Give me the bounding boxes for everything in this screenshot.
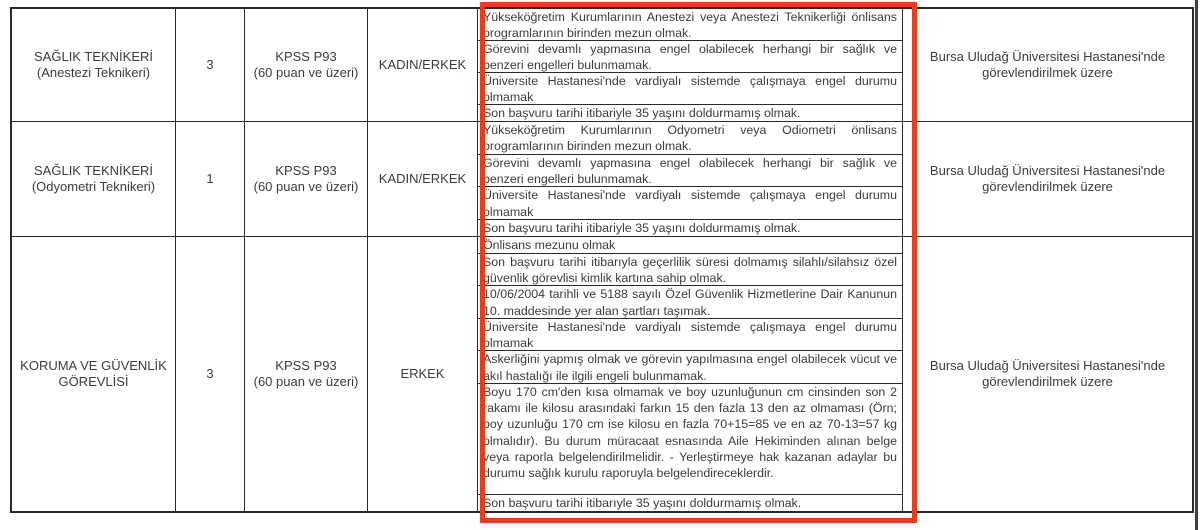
requirement-item: Görevini devamlı yapmasına engel olabilecek herhangi bir sağlık ve benzeri engelleri bulunmamak. [478,41,902,73]
page-edge-divider [1195,0,1198,530]
requirement-item: Görevini devamlı yapmasına engel olabilecek herhangi bir sağlık ve benzeri engelleri bulunmamak. [478,155,902,188]
gender-value: KADIN/ERKEK [378,171,467,186]
assignment-text: Bursa Uludağ Üniversitesi Hastanesi'nde görevlendirilmek üzere [929,358,1166,389]
quota-cell [176,237,245,511]
requirement-item: Üniversite Hastanesi'nde vardiyalı sistemde çalışmaya engel durumu olmamak [478,73,902,105]
position-cell [12,122,176,237]
exam-type: KPSS P93 [275,163,337,178]
requirement-item: Askerliğini yapmış olmak ve görevin yapılmasına engel olabilecek vücut ve akıl hastalığı ile ilgili engeli bulunmamak. [478,351,902,384]
requirement-item: Boyu 170 cm'den kısa olmamak ve boy uzunluğunun cm cinsinden son 2 rakamı ile kilosu arasındaki farkın 15 den fazla 13 den az olmaması (Örn; boy uzunluğu 170 cm ise kilosu en fazla 70+15=85 ve en az 70-13=57 kg olmalıdır). Bu durum müracaat esnasında Aile Hekiminden alınan belge veya raporla belgelendirilmelidir. - Yerleştirmeye hak kazanan adaylar bu durumu sağlık kurulu raporuyla belgelendireceklerdir. [478,384,902,495]
quota-value: 3 [206,57,214,72]
gender-cell [368,9,478,122]
requirement-item: Son başvuru tarihi itibariyle 35 yaşını doldurmamış olmak. [483,106,801,121]
requirements-cell [478,122,903,237]
requirement-item: Önlisans mezunu olmak [478,237,902,254]
position-detail: (Anestezi Teknikeri) [36,65,151,80]
position-cell [12,9,176,122]
exam-cell [245,237,368,511]
requirements-cell [478,9,903,122]
requirement-item: 10/06/2004 tarihli ve 5188 sayılı Özel Güvenlik Hizmetlerine Dair Kanunun 10. maddesinde yer alan şartları taşımak. [478,286,902,319]
exam-note: (60 puan ve üzeri) [253,65,359,80]
position-cell [12,237,176,511]
position-title: KORUMA VE GÜVENLİK GÖREVLİSİ [20,358,167,389]
position-detail: (Odyometri Teknikeri) [31,179,156,194]
position-title: SAĞLIK TEKNİKERİ [34,163,153,178]
job-announcement-table [10,7,1194,513]
assignment-text: Bursa Uludağ Üniversitesi Hastanesi'nde görevlendirilmek üzere [929,163,1166,194]
requirement-item: Son başvuru tarihi itibariyle 35 yaşını doldurmamış olmak. [483,221,801,236]
exam-cell [245,122,368,237]
gender-cell [368,237,478,511]
exam-cell [245,9,368,122]
requirement-item: Üniversite Hastanesi'nde vardiyalı sistemde çalışmaya engel durumu olmamak [478,187,902,220]
position-title: SAĞLIK TEKNİKERİ [34,49,153,64]
assignment-cell [903,122,1192,237]
quota-value: 1 [206,171,214,186]
gender-cell [368,122,478,237]
requirement-item: Son başvuru tarihi itibarıyla geçerlilik süresi dolmamış silahlı/silahsız özel güvenlik görevlisi kimlik kartına sahip olmak. [478,254,902,287]
exam-note: (60 puan ve üzeri) [253,179,359,194]
exam-type: KPSS P93 [275,358,337,373]
requirement-item: Yükseköğretim Kurumlarının Odyometri veya Odiometri önlisans programlarının birinden mezun olmak. [478,122,902,155]
quota-value: 3 [206,366,214,381]
assignment-text: Bursa Uludağ Üniversitesi Hastanesi'nde görevlendirilmek üzere [929,49,1166,80]
requirements-cell [478,237,903,511]
requirement-item: Yükseköğretim Kurumlarının Anestezi veya Anestezi Teknikerliği önlisans programlarının birinden mezun olmak. [478,9,902,41]
quota-cell [176,9,245,122]
assignment-cell [903,237,1192,511]
requirement-item: Son başvuru tarihi itibarıyle 35 yaşını doldurmamış olmak. [483,496,802,511]
assignment-cell [903,9,1192,122]
exam-type: KPSS P93 [275,49,337,64]
gender-value: KADIN/ERKEK [378,57,467,72]
quota-cell [176,122,245,237]
exam-note: (60 puan ve üzeri) [253,374,359,389]
gender-value: ERKEK [400,366,445,381]
requirement-item: Üniversite Hastanesi'nde vardiyalı sistemde çalışmaya engel durumu olmamak [478,319,902,352]
